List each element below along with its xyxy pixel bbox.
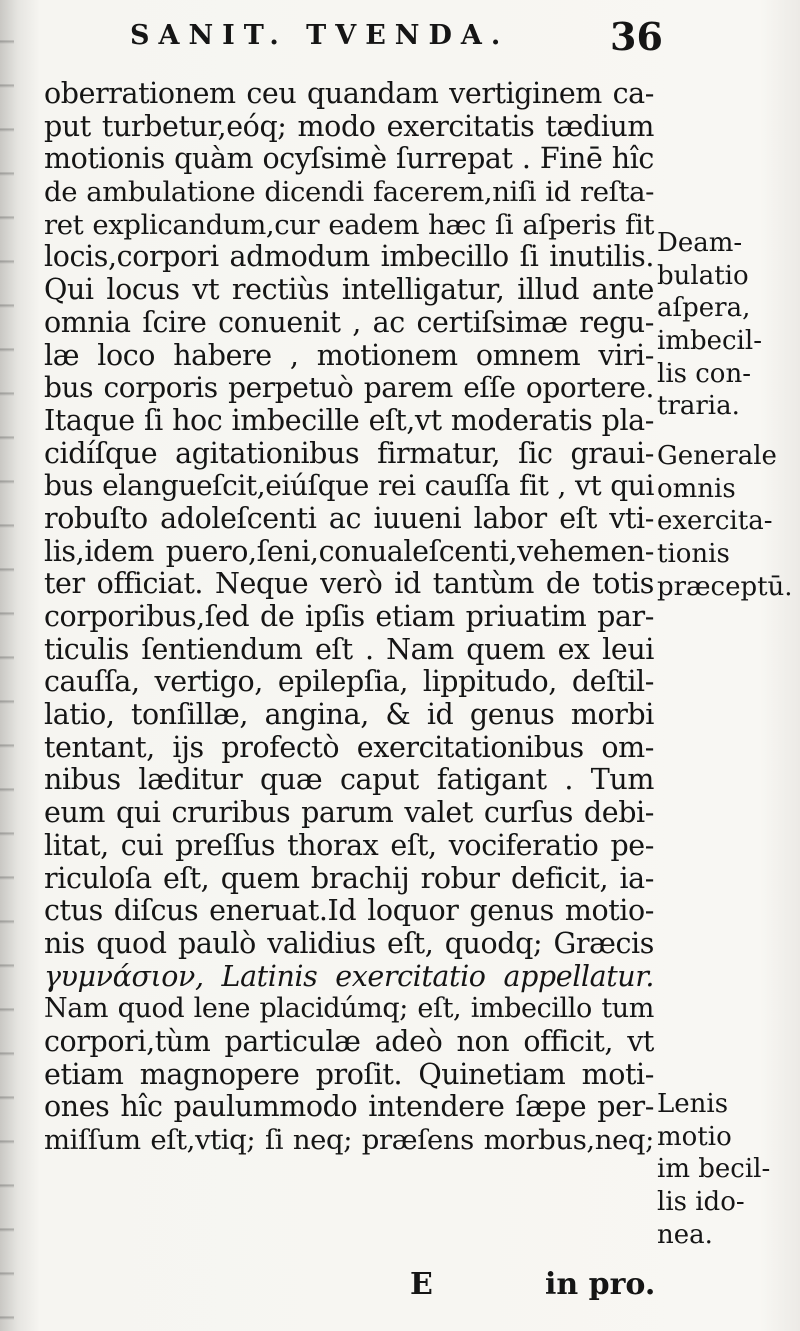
text-line: latio, tonſillæ, angina, & id genus morbi bbox=[44, 698, 654, 732]
text-line-greek: γυμνάσιον, Latinis exercitatio appellatur. bbox=[44, 959, 654, 993]
text-line: tentant, ijs profectò exercitationibus om- bbox=[44, 730, 654, 764]
text-line: corpori,tùm particulæ adeò non officit, vt bbox=[44, 1024, 654, 1058]
text-line: oberrationem ceu quandam vertiginem ca- bbox=[44, 77, 654, 110]
margin-note-line: nea. bbox=[657, 1219, 713, 1250]
margin-note-line: exercita- bbox=[657, 506, 773, 537]
margin-note-line: imbecil- bbox=[657, 326, 762, 357]
margin-note-line: lis ido- bbox=[657, 1187, 745, 1218]
margin-note-lenis bbox=[657, 1088, 797, 1251]
margin-note-line: traria. bbox=[657, 391, 740, 422]
text-line: put turbetur,eóq; modo exercitatis tædium bbox=[44, 109, 654, 143]
text-line: Itaque ſi hoc imbecille eſt,vt moderatis pla- bbox=[44, 403, 654, 437]
margin-note-line: lis con- bbox=[657, 358, 751, 389]
text-line: miſſum eſt,vtiq; ſi neq; præſens morbus,neq; bbox=[44, 1124, 654, 1156]
text-line: riculoſa eſt, quem brachij robur deficit, ia- bbox=[44, 861, 654, 895]
margin-note-line: Generale bbox=[657, 441, 777, 471]
text-line: litat, cui preſſus thorax eſt, vociferatio pe- bbox=[44, 828, 654, 862]
text-line: eum qui cruribus parum valet curſus debi- bbox=[44, 796, 654, 830]
margin-note-line: aſpera, bbox=[657, 293, 751, 324]
margin-note-line: im becil- bbox=[657, 1154, 771, 1185]
margin-note-generale bbox=[657, 440, 797, 603]
text-line: robuſto adoleſcenti ac iuueni labor eſt vti- bbox=[44, 501, 654, 535]
text-line: omnia ſcire conuenit , ac certiſsimæ regu- bbox=[44, 305, 654, 339]
page-number: 36 bbox=[610, 14, 663, 59]
margin-note-line: Deam- bbox=[657, 228, 743, 258]
text-line: cidíſque agitationibus firmatur, ſic graui- bbox=[44, 436, 654, 470]
text-line: ctus diſcus eneruat.Id loquor genus motio- bbox=[44, 894, 654, 928]
text-line: motionis quàm ocyſsimè ſurrepat . Finē hîc bbox=[44, 142, 654, 176]
text-line: læ loco habere , motionem omnem viri- bbox=[44, 338, 654, 372]
text-line: bus corporis perpetuò parem eſſe oportere. bbox=[44, 371, 654, 405]
text-line: Qui locus vt rectiùs intelligatur, illud ante bbox=[44, 273, 654, 307]
signature-mark: E bbox=[410, 1267, 433, 1302]
text-line: de ambulatione dicendi facerem,niſi id reſta- bbox=[44, 176, 654, 209]
text-line: lis,idem puero,ſeni,conualeſcenti,vehemen- bbox=[44, 534, 654, 568]
main-text-block bbox=[44, 78, 654, 1157]
margin-note-line: motio bbox=[657, 1121, 732, 1152]
text-line: ter officiat. Neque verò id tantùm de totis bbox=[44, 567, 654, 601]
text-line: ones hîc paulummodo intendere ſæpe per- bbox=[44, 1090, 654, 1124]
text-line: cauſſa, vertigo, epilepſia, lippitudo, deſtil- bbox=[44, 665, 654, 699]
catchword: in pro. bbox=[545, 1267, 656, 1302]
text-line: ticulis ſentiendum eſt . Nam quem ex leui bbox=[44, 632, 654, 666]
text-line: corporibus,ſed de ipſis etiam priuatim par- bbox=[44, 600, 654, 633]
text-line: bus elangueſcit,eiúſque rei cauſſa fit , vt qui bbox=[44, 469, 654, 503]
margin-note-line: omnis bbox=[657, 473, 736, 504]
margin-note-line: tionis bbox=[657, 539, 730, 570]
text-line: Nam quod lene placidúmq; eſt, imbecillo tum bbox=[44, 993, 654, 1025]
text-line: etiam magnopere proſit. Quinetiam moti- bbox=[44, 1057, 654, 1091]
margin-note-deambulatio bbox=[657, 227, 797, 423]
text-line: nibus læditur quæ caput fatigant . Tum bbox=[44, 763, 654, 797]
margin-note-line: Lenis bbox=[657, 1089, 729, 1119]
text-line: ret explicandum,cur eadem hæc ſi aſperis fit bbox=[44, 208, 654, 241]
margin-note-line: præceptū. bbox=[657, 571, 793, 602]
running-head: SANIT. TVENDA. bbox=[130, 20, 510, 51]
page-gutter-shadow bbox=[0, 0, 14, 1331]
text-line: locis,corpori admodum imbecillo ſi inutilis. bbox=[44, 240, 654, 274]
margin-note-line: bulatio bbox=[657, 260, 749, 291]
text-line: nis quod paulò validius eſt, quodq; Græcis bbox=[44, 926, 654, 960]
